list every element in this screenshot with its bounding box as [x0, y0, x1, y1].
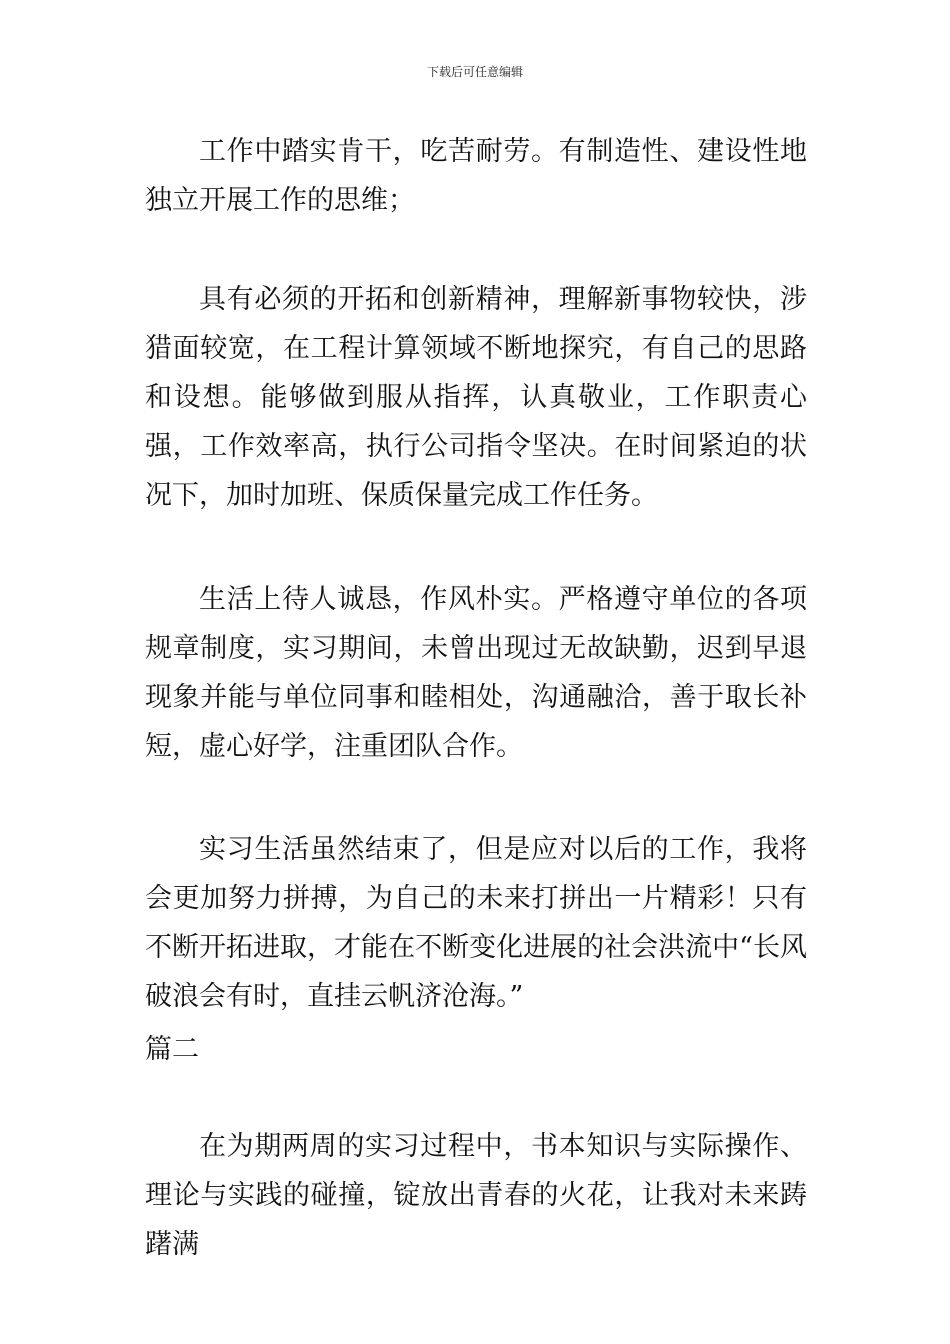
paragraph-conclusion: 实习生活虽然结束了，但是应对以后的工作，我将会更加努力拼搏，为自己的未来打拼出一片精彩！只有不断开拓进取，才能在不断变化进展的社会洪流中“长风破浪会有时，直挂云帆济沧海。”: [145, 834, 807, 1012]
paragraph-life-conduct: 生活上待人诚恳，作风朴实。严格遵守单位的各项规章制度，实习期间，未曾出现过无故缺勤，迟到早退现象并能与单位同事和睦相处，沟通融洽，善于取长补短，虚心好学，注重团队合作。: [145, 584, 807, 762]
paragraph-section-two-intro: 在为期两周的实习过程中，书本知识与实际操作、理论与实践的碰撞，锭放出青春的火花，让我对未来踌躇满: [145, 1131, 807, 1260]
section-heading: 篇二: [145, 1034, 199, 1065]
paragraph-innovation: 具有必须的开拓和创新精神，理解新事物较快，涉猎面较宽，在工程计算领域不断地探究，有自己的思路和设想。能够做到服从指挥，认真敬业，工作职责心强，工作效率高，执行公司指令坚决。在时间紧迫的状况下，加时加班、保质保量完成工作任务。: [145, 284, 807, 511]
page-header: 下载后可任意编辑: [426, 65, 523, 79]
paragraph-work-attitude: 工作中踏实肯干，吃苦耐劳。有制造性、建设性地独立开展工作的思维；: [145, 136, 807, 216]
